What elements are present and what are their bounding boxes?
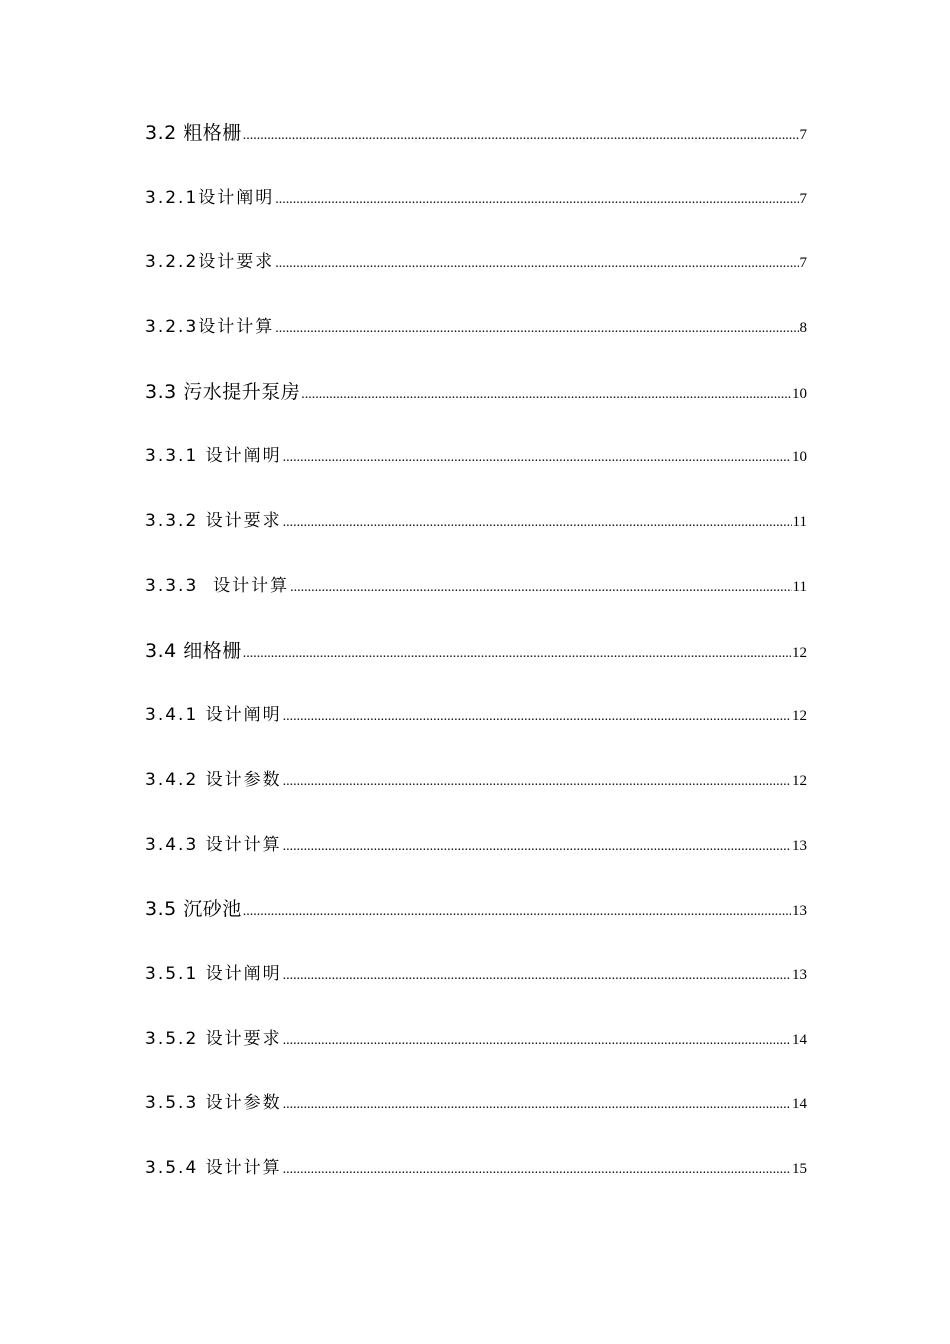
toc-entry-3-4-3[interactable] <box>145 830 807 895</box>
toc-entry-title: 3.3.2 设计要求 <box>145 511 282 532</box>
toc-entry-3-5-2[interactable] <box>145 1024 807 1089</box>
toc-entry-3-3-2[interactable] <box>145 506 807 571</box>
dot-leader <box>283 450 791 466</box>
dot-leader <box>283 1097 791 1113</box>
toc-page-number: 12 <box>792 644 807 661</box>
toc-entry-title: 3.4 细格栅 <box>145 639 242 662</box>
dot-leader <box>283 774 791 790</box>
toc-entry-title: 3.3.1 设计阐明 <box>145 446 282 467</box>
toc-page-number: 12 <box>792 772 807 789</box>
toc-page-number: 12 <box>792 708 807 725</box>
toc-entry-title: 3.5 沉砂池 <box>145 898 242 921</box>
toc-entry-title: 3.3.3 设计计算 <box>145 575 290 596</box>
toc-entry-3-2-2[interactable] <box>145 247 807 312</box>
toc-page-number: 14 <box>792 1031 807 1048</box>
toc-entry-title: 3.5.4 设计计算 <box>145 1158 282 1178</box>
toc-page-number: 14 <box>792 1096 807 1113</box>
toc-page-number: 13 <box>792 837 807 854</box>
toc-entry-3-4-2[interactable] <box>145 765 807 830</box>
dot-leader <box>301 387 791 403</box>
toc-entry-title: 3.3 污水提升泵房 <box>145 380 301 403</box>
dot-leader <box>243 904 791 920</box>
toc-entry-3-2[interactable] <box>145 118 807 183</box>
toc-entry-title: 3.5.2 设计要求 <box>145 1028 282 1049</box>
dot-leader <box>283 968 791 984</box>
dot-leader <box>283 1162 791 1178</box>
toc-entry-title: 3.4.2 设计参数 <box>145 769 282 790</box>
toc-entry-3-2-1[interactable] <box>145 183 807 248</box>
dot-leader <box>290 580 791 596</box>
toc-page-number: 7 <box>799 255 807 272</box>
toc-page-number: 7 <box>799 127 807 143</box>
toc-page-number: 7 <box>799 190 807 207</box>
toc-entry-3-5-4[interactable] <box>145 1153 807 1218</box>
dot-leader <box>275 256 798 272</box>
toc-entry-3-4[interactable] <box>145 636 807 701</box>
toc-entry-3-3[interactable] <box>145 377 807 442</box>
toc-entry-title: 3.2.3设计计算 <box>145 317 275 338</box>
toc-entry-title: 3.5.3 设计参数 <box>145 1093 282 1114</box>
dot-leader <box>275 192 798 208</box>
toc-entry-title: 3.2 粗格栅 <box>145 122 242 144</box>
toc-entry-3-5[interactable] <box>145 894 807 959</box>
toc-page-number: 11 <box>792 514 807 531</box>
toc-page-number: 10 <box>792 449 807 466</box>
dot-leader <box>283 515 792 531</box>
toc-entry-3-3-3[interactable] <box>145 571 807 636</box>
toc-entry-3-3-1[interactable] <box>145 441 807 506</box>
toc-page-number: 13 <box>792 966 807 983</box>
toc-entry-title: 3.5.1 设计阐明 <box>145 963 282 984</box>
toc-entry-3-2-3[interactable] <box>145 312 807 377</box>
toc-entry-3-5-1[interactable] <box>145 959 807 1024</box>
toc-page-number: 10 <box>792 385 807 402</box>
toc-page-number: 13 <box>792 903 807 920</box>
dot-leader <box>283 1033 791 1049</box>
dot-leader <box>283 709 791 725</box>
toc-entry-title: 3.2.2设计要求 <box>145 252 275 273</box>
dot-leader <box>243 646 791 662</box>
toc-entry-title: 3.2.1设计阐明 <box>145 187 275 208</box>
toc-entry-title: 3.4.3 设计计算 <box>145 834 282 855</box>
table-of-contents <box>145 118 807 1218</box>
toc-page-number: 8 <box>799 320 807 337</box>
dot-leader <box>275 321 798 337</box>
dot-leader <box>243 128 799 144</box>
dot-leader <box>283 839 791 855</box>
toc-entry-3-4-1[interactable] <box>145 700 807 765</box>
toc-page-number: 15 <box>792 1161 807 1177</box>
toc-page-number: 11 <box>792 578 807 595</box>
toc-entry-title: 3.4.1 设计阐明 <box>145 705 282 726</box>
toc-entry-3-5-3[interactable] <box>145 1088 807 1153</box>
